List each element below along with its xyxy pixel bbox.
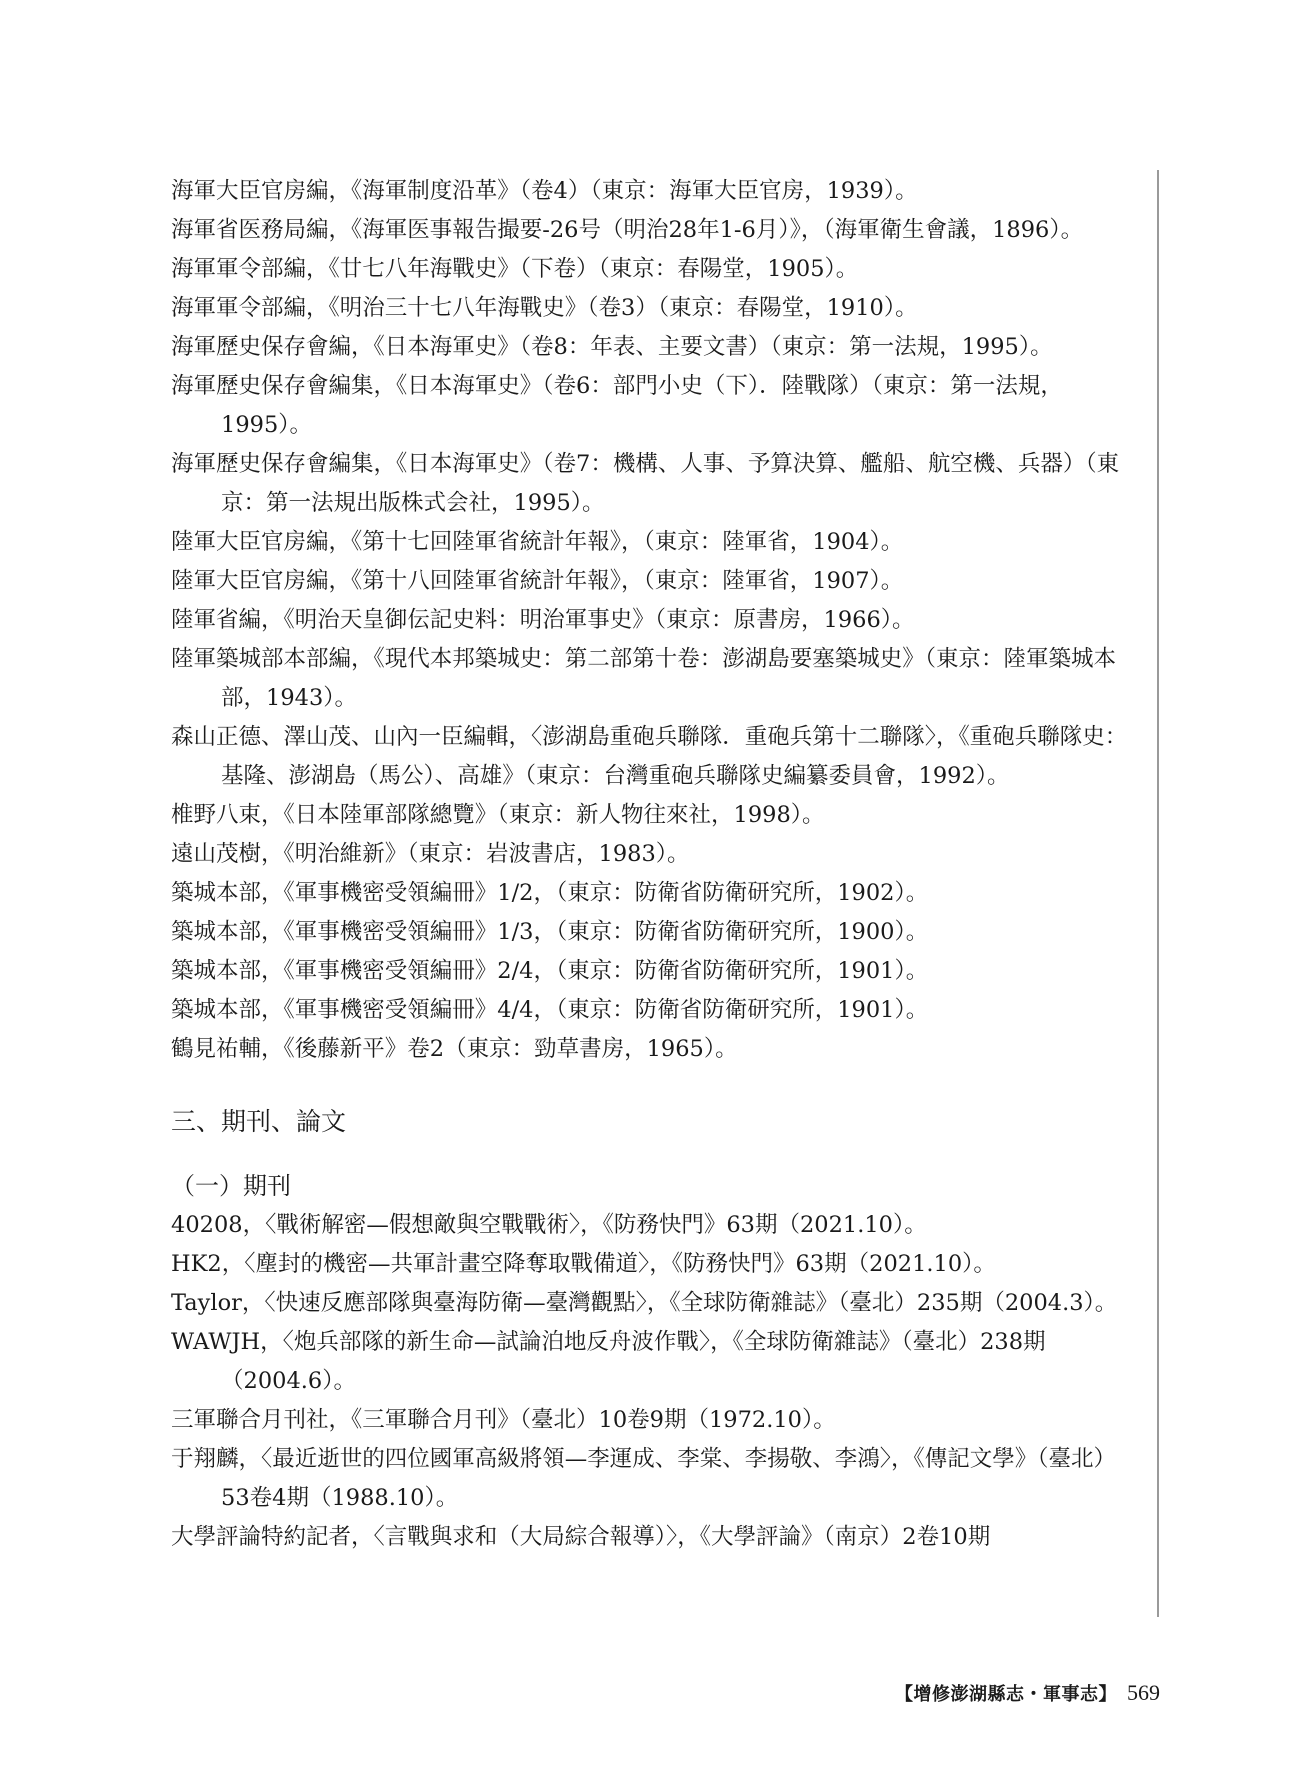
bibliography-entry: 陸軍大臣官房編，《第十七回陸軍省統計年報》，（東京：陸軍省，1904）。 — [171, 529, 904, 555]
bibliography-entry: 築城本部，《軍事機密受領編冊》1/2，（東京：防衛省防衛研究所，1902）。 — [171, 880, 929, 906]
running-title: 【增修澎湖縣志・軍事志】 — [895, 1684, 1117, 1705]
journal-entry: 大學評論特約記者，〈言戰與求和（大局綜合報導）〉，《大學評論》（南京）2卷10期 — [171, 1524, 991, 1550]
journal-entry: 于翔麟，〈最近逝世的四位國軍高級將領—李運成、李棠、李揚敬、李鴻〉，《傳記文學》（臺北）53卷4期（1988.10）。 — [171, 1446, 1117, 1511]
page-footer — [880, 1680, 1160, 1706]
journal-entry: Taylor，〈快速反應部隊與臺海防衛—臺灣觀點〉，《全球防衛雜誌》（臺北）235期（2004.3）。 — [171, 1290, 1118, 1316]
page-number: 569 — [1127, 1680, 1160, 1705]
bibliography-entry: 築城本部，《軍事機密受領編冊》1/3，（東京：防衛省防衛研究所，1900）。 — [171, 919, 929, 945]
bibliography-entry: 海軍歷史保存會編集，《日本海軍史》（卷6：部門小史（下）．陸戰隊）（東京：第一法規，1995）。 — [171, 373, 1063, 438]
bibliography-entry: 森山正德、澤山茂、山內一臣編輯，〈澎湖島重砲兵聯隊．重砲兵第十二聯隊〉，《重砲兵聯隊史：基隆、澎湖島（馬公）、高雄》（東京：台灣重砲兵聯隊史編纂委員會，1992）。 — [171, 724, 1128, 789]
section-heading: 三、期刊、論文 — [171, 1107, 347, 1136]
bibliography-entry: 海軍軍令部編，《廿七八年海戰史》（下卷）（東京：春陽堂，1905）。 — [171, 256, 859, 282]
journal-entry: WAWJH，〈炮兵部隊的新生命—試論泊地反舟波作戰〉，《全球防衛雜誌》（臺北）238期（2004.6）。 — [171, 1329, 1046, 1394]
bibliography-entry: 海軍大臣官房編，《海軍制度沿革》（卷4）（東京：海軍大臣官房，1939）。 — [171, 178, 918, 204]
bibliography-body — [171, 172, 1141, 1557]
journal-entry: 40208，〈戰術解密—假想敵與空戰戰術〉，《防務快門》63期（2021.10）。 — [171, 1212, 927, 1238]
journal-entry: HK2，〈塵封的機密—共軍計畫空降奪取戰備道〉，《防務快門》63期（2021.10）。 — [171, 1251, 996, 1277]
bibliography-entry: 椎野八束，《日本陸軍部隊總覽》（東京：新人物往來社，1998）。 — [171, 802, 825, 828]
bibliography-entry: 陸軍大臣官房編，《第十八回陸軍省統計年報》，（東京：陸軍省，1907）。 — [171, 568, 904, 594]
bibliography-entry: 海軍省医務局編，《海軍医事報告撮要-26号（明治28年1-6月）》，（海軍衛生會議，1896）。 — [171, 217, 1084, 243]
bibliography-entry: 陸軍省編，《明治天皇御伝記史料：明治軍事史》（東京：原書房，1966）。 — [171, 607, 915, 633]
bibliography-entry: 陸軍築城部本部編，《現代本邦築城史：第二部第十卷：澎湖島要塞築城史》（東京：陸軍築城本部，1943）。 — [171, 646, 1117, 711]
bibliography-entry: 築城本部，《軍事機密受領編冊》4/4，（東京：防衛省防衛研究所，1901）。 — [171, 997, 929, 1023]
bibliography-entry: 海軍歷史保存會編集，《日本海軍史》（卷7：機構、人事、予算決算、艦船、航空機、兵器）（東京：第一法規出版株式会社，1995）。 — [171, 451, 1120, 516]
margin-rule — [1157, 170, 1159, 1617]
bibliography-entry: 遠山茂樹，《明治維新》（東京：岩波書店，1983）。 — [171, 841, 690, 867]
journal-entry: 三軍聯合月刊社，《三軍聯合月刊》（臺北）10卷9期（1972.10）。 — [171, 1407, 836, 1433]
bibliography-entry: 海軍軍令部編，《明治三十七八年海戰史》（卷3）（東京：春陽堂，1910）。 — [171, 295, 918, 321]
bibliography-entry: 鶴見祐輔，《後藤新平》卷2（東京：勁草書房，1965）。 — [171, 1036, 738, 1062]
bibliography-entry: 築城本部，《軍事機密受領編冊》2/4，（東京：防衛省防衛研究所，1901）。 — [171, 958, 929, 984]
subsection-heading: （一）期刊 — [171, 1172, 291, 1200]
bibliography-entry: 海軍歷史保存會編，《日本海軍史》（卷8：年表、主要文書）（東京：第一法規，1995）。 — [171, 334, 1053, 360]
